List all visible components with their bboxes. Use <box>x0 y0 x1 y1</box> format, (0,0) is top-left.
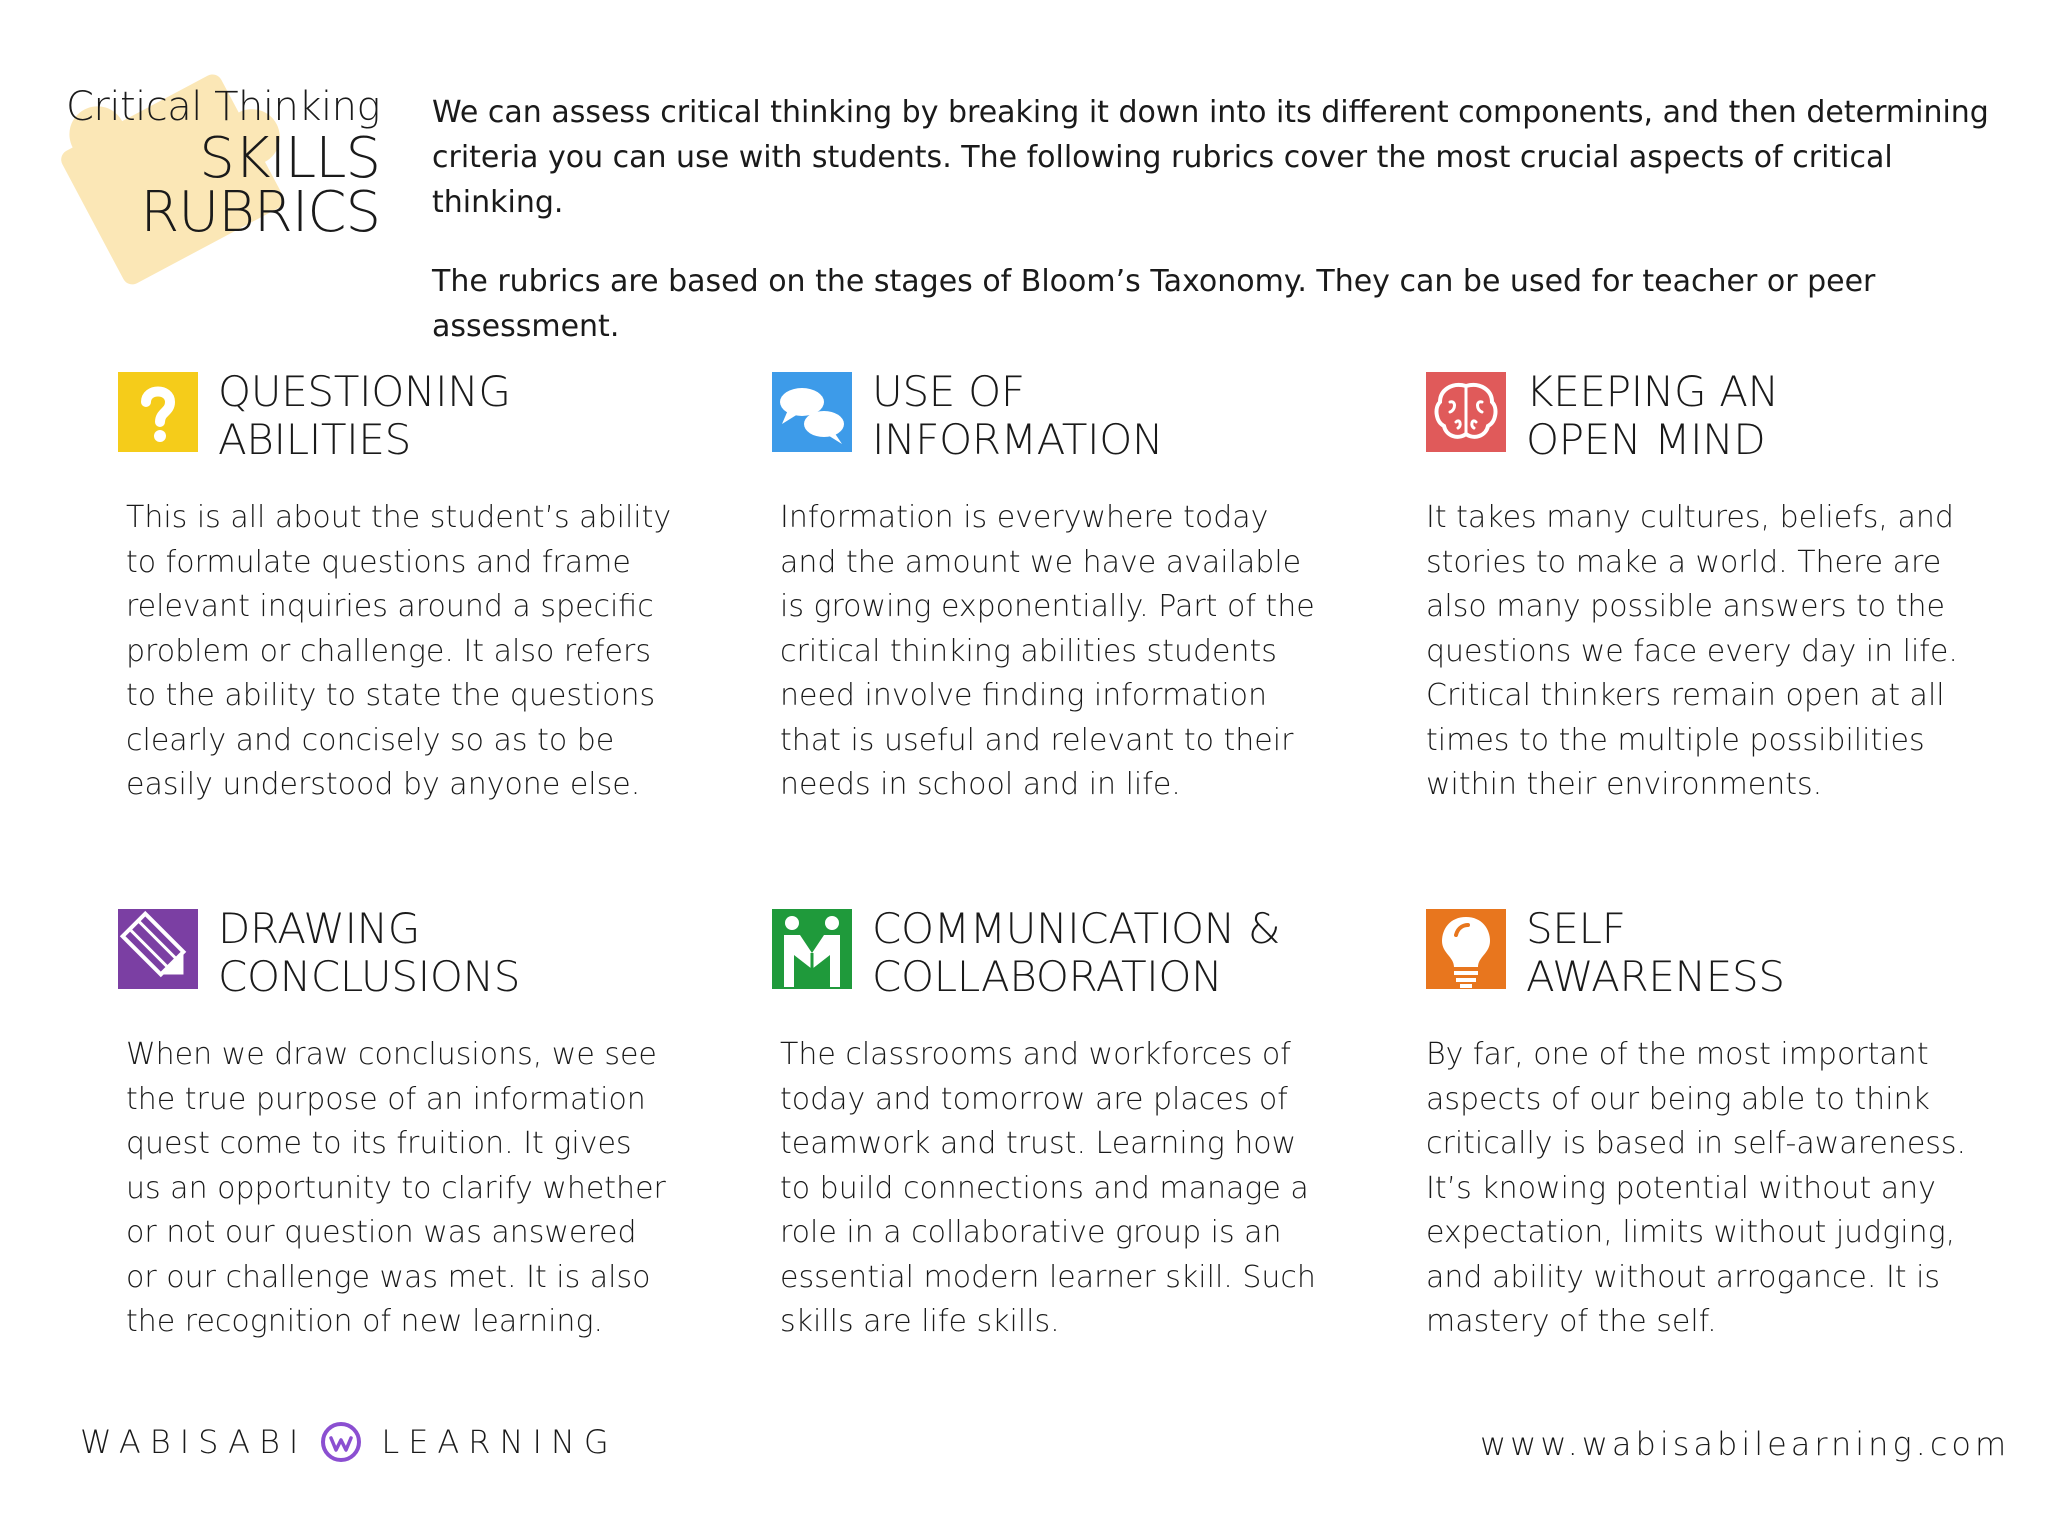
body-line: or our challenge was met. It is also <box>126 1259 651 1295</box>
section-title-line-2: AWARENESS <box>1526 952 1785 1001</box>
body-line: is growing exponentially. Part of the <box>780 589 1315 624</box>
section-body <box>126 496 678 808</box>
body-line: easily understood by anyone else. <box>126 767 641 802</box>
body-line: It’s knowing potential without any <box>1426 1170 1936 1206</box>
body-line: also many possible answers to the <box>1426 589 1945 624</box>
body-line: skills are life skills. <box>780 1304 1060 1339</box>
body-line: The classrooms and workforces of <box>780 1037 1291 1072</box>
body-line: needs in school and in life. <box>780 767 1181 802</box>
section-title-line-1: USE OF <box>872 367 1025 416</box>
section-title-line-2: CONCLUSIONS <box>218 952 521 1001</box>
brain-icon <box>1426 372 1506 452</box>
section-title-line-1: QUESTIONING <box>218 367 511 416</box>
section-title <box>218 905 520 1001</box>
body-line: within their environments. <box>1426 767 1823 802</box>
body-line: role in a collaborative group is an <box>780 1215 1282 1250</box>
body-line: us an opportunity to clarify whether <box>126 1170 666 1206</box>
section-title-line-2: ABILITIES <box>218 415 411 464</box>
body-line: Information is everywhere today <box>780 500 1269 535</box>
body-line: aspects of our being able to think <box>1426 1081 1930 1117</box>
body-line: clearly and concisely so as to be <box>126 722 615 758</box>
section-title-line-1: DRAWING <box>218 904 421 953</box>
wabisabi-logo-icon <box>319 1420 363 1464</box>
section-title <box>1526 905 1785 1001</box>
body-line: and ability without arrogance. It is <box>1426 1259 1941 1295</box>
section-body <box>780 1033 1332 1345</box>
body-line: the recognition of new learning. <box>126 1304 603 1339</box>
section-self-awareness <box>1426 905 1986 1345</box>
body-line: Critical thinkers remain open at all <box>1426 678 1945 713</box>
section-title-line-1: SELF <box>1526 904 1626 953</box>
body-line: the true purpose of an information <box>126 1081 646 1117</box>
section-body <box>780 496 1332 808</box>
section-drawing-conclusions <box>118 905 678 1345</box>
body-line: quest come to its fruition. It gives <box>126 1126 632 1161</box>
people-holding-hands-icon <box>772 909 852 989</box>
body-line: need involve finding information <box>780 678 1268 713</box>
body-line: stories to make a world. There are <box>1426 544 1942 580</box>
body-line: By far, one of the most important <box>1426 1037 1929 1072</box>
body-line: critically is based in self-awareness. <box>1426 1126 1967 1161</box>
body-line: to build connections and manage a <box>780 1170 1309 1206</box>
title-skills: SKILLS <box>199 126 380 191</box>
brand-logo <box>80 1420 618 1464</box>
question-mark-icon <box>118 372 198 452</box>
section-title-line-2: COLLABORATION <box>872 952 1223 1001</box>
body-line: times to the multiple possibilities <box>1426 722 1925 758</box>
body-line: mastery of the self. <box>1426 1304 1717 1339</box>
section-body <box>1426 1033 1986 1345</box>
body-line: and the amount we have available <box>780 544 1302 580</box>
section-use-of-information <box>772 368 1332 808</box>
section-body <box>1426 496 1986 808</box>
body-line: questions we face every day in life. <box>1426 633 1958 669</box>
section-questioning-abilities <box>118 368 678 808</box>
intro-line-2: criteria you can use with students. The following rubrics cover the most crucial aspects of critical thinking. <box>432 140 1893 220</box>
speech-bubbles-icon <box>772 372 852 452</box>
lightbulb-icon <box>1426 909 1506 989</box>
section-title <box>872 368 1163 464</box>
intro-line-1: We can assess critical thinking by breaking it down into its different components, and then determining <box>432 95 1989 130</box>
intro-paragraph-2: The rubrics are based on the stages of Bloom’s Taxonomy. They can be used for teacher or peer assessment. <box>432 264 1876 344</box>
section-communication-collaboration <box>772 905 1332 1345</box>
section-title-line-2: OPEN MIND <box>1526 415 1766 464</box>
body-line: relevant inquiries around a specific <box>126 589 654 624</box>
body-line: essential modern learner skill. Such <box>780 1259 1316 1295</box>
section-title <box>218 368 511 464</box>
section-title-line-1: COMMUNICATION & <box>872 904 1281 953</box>
title-rubrics: RUBRICS <box>140 180 380 245</box>
body-line: that is useful and relevant to their <box>780 722 1294 758</box>
title-critical-thinking: Critical Thinking <box>66 84 380 130</box>
brand-wabisabi: WABISABI <box>80 1423 308 1461</box>
website-url: www.wabisabilearning.com <box>1480 1425 2011 1463</box>
intro-paragraph-1 <box>432 90 2012 225</box>
section-title-line-1: KEEPING AN <box>1526 367 1779 416</box>
section-body <box>126 1033 678 1345</box>
body-line: teamwork and trust. Learning how <box>780 1126 1297 1161</box>
pencil-icon <box>118 909 198 989</box>
body-line: to the ability to state the questions <box>126 678 656 713</box>
page-title <box>60 82 380 245</box>
section-title <box>1526 368 1779 464</box>
body-line: to formulate questions and frame <box>126 544 631 580</box>
body-line: problem or challenge. It also refers <box>126 633 651 669</box>
body-line: expectation, limits without judging, <box>1426 1215 1956 1250</box>
body-line: today and tomorrow are places of <box>780 1081 1288 1117</box>
intro-text <box>432 90 2012 349</box>
body-line: It takes many cultures, beliefs, and <box>1426 500 1954 535</box>
body-line: or not our question was answered <box>126 1215 637 1250</box>
section-keeping-an-open-mind <box>1426 368 1986 808</box>
brand-learning: LEARNING <box>381 1423 618 1461</box>
section-title <box>872 905 1280 1001</box>
body-line: This is all about the student’s ability <box>126 500 672 535</box>
body-line: critical thinking abilities students <box>780 633 1277 669</box>
body-line: When we draw conclusions, we see <box>126 1037 657 1072</box>
section-title-line-2: INFORMATION <box>872 415 1164 464</box>
